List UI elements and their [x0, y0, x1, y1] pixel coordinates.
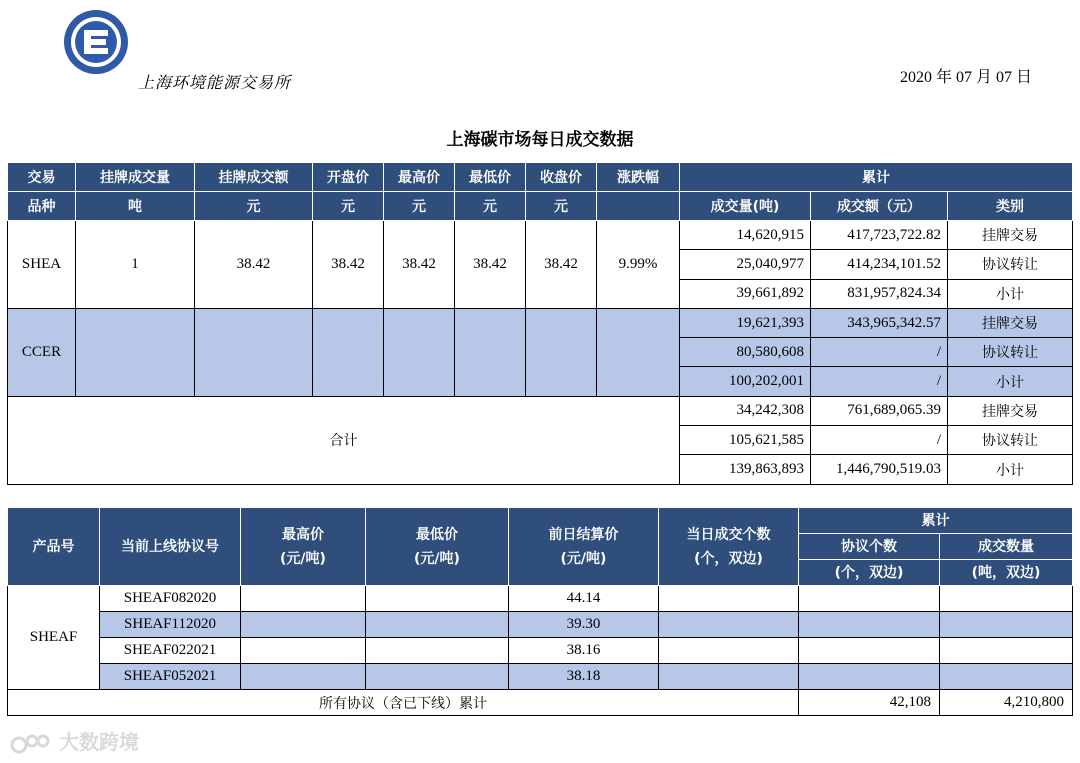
summary-qty: 4,210,800: [940, 690, 1073, 716]
col-sub-low: 元: [455, 192, 526, 221]
cum-amount: 831,957,824.34: [811, 279, 948, 308]
col-header-low: 最低价: [455, 163, 526, 192]
deal-count: [659, 638, 799, 664]
cum-amount: 343,965,342.57: [811, 308, 948, 337]
settle-price: 38.18: [509, 664, 659, 690]
cum-category: 小计: [948, 279, 1073, 308]
deal-count: [659, 612, 799, 638]
col-header-change: 涨跌幅: [597, 163, 680, 192]
cum-volume: 105,621,585: [680, 426, 811, 455]
cum-volume: 34,242,308: [680, 396, 811, 425]
col-header-settle-label: 前日结算价: [548, 526, 619, 543]
col-sub-cum-category: 类别: [948, 192, 1073, 221]
col-sub-listing-amount: 元: [195, 192, 313, 221]
deal-count: [659, 664, 799, 690]
table-row: [8, 638, 1073, 664]
listing-volume: 1: [76, 221, 195, 309]
col-header-high: [241, 508, 366, 586]
cum-volume: 39,661,892: [680, 279, 811, 308]
col-sub-cum-amount: 成交额（元）: [811, 192, 948, 221]
report-date: 2020 年 07 月 07 日: [900, 69, 1033, 86]
cum-category: 挂牌交易: [948, 221, 1073, 250]
table-row: [8, 396, 1073, 425]
cum-amount: /: [811, 426, 948, 455]
price-change: 9.99%: [597, 221, 680, 309]
cum-amount: 761,689,065.39: [811, 396, 948, 425]
col-sub-high: 元: [384, 192, 455, 221]
col-sub-close: 元: [526, 192, 597, 221]
forward-contract-table: [7, 507, 1073, 716]
col-header-open: 开盘价: [313, 163, 384, 192]
col-sub-listing-volume: 吨: [76, 192, 195, 221]
low-price: [366, 612, 509, 638]
daily-trading-table: [7, 162, 1073, 485]
cum-count: [799, 612, 940, 638]
cum-category: 协议转让: [948, 338, 1073, 367]
table-header-row: [8, 163, 1073, 192]
col-header-settle-unit: (元/吨): [560, 550, 607, 567]
cum-amount: 417,723,722.82: [811, 221, 948, 250]
cum-amount: 414,234,101.52: [811, 250, 948, 279]
summary-label: 所有协议（含已下线）累计: [8, 690, 799, 716]
col-sub-product: 品种: [8, 192, 76, 221]
total-label: 合计: [8, 396, 680, 484]
high-price: [241, 586, 366, 612]
cum-amount: /: [811, 338, 948, 367]
watermark-text: 大数跨境: [58, 730, 139, 754]
col-header-cum-count: 协议个数: [799, 534, 940, 560]
cum-count: [799, 586, 940, 612]
watermark-logo-icon: [10, 733, 52, 755]
product-code: SHEAF: [8, 586, 100, 690]
low-price: [366, 664, 509, 690]
table-subheader-row: [8, 192, 1073, 221]
cum-category: 小计: [948, 367, 1073, 396]
summary-count: 42,108: [799, 690, 940, 716]
col-header-cumulative: 累计: [799, 508, 1073, 534]
col-header-cum-qty-unit: (吨，双边): [940, 560, 1073, 586]
cum-category: 协议转让: [948, 250, 1073, 279]
table-row: [8, 612, 1073, 638]
low-price: [366, 586, 509, 612]
settle-price: 38.16: [509, 638, 659, 664]
price-change: [597, 308, 680, 396]
high-price: [384, 308, 455, 396]
contract-id: SHEAF022021: [100, 638, 241, 664]
cum-volume: 139,863,893: [680, 455, 811, 484]
summary-row: [8, 690, 1073, 716]
cum-volume: 25,040,977: [680, 250, 811, 279]
page-title: 上海碳市场每日成交数据: [446, 130, 634, 150]
org-name: 上海环境能源交易所: [138, 73, 292, 92]
watermark: [10, 726, 139, 755]
cum-qty: [940, 612, 1073, 638]
open-price: [313, 308, 384, 396]
close-price: [526, 308, 597, 396]
cum-qty: [940, 586, 1073, 612]
product-name: SHEA: [8, 221, 76, 309]
col-header-high: 最高价: [384, 163, 455, 192]
col-header-low: [366, 508, 509, 586]
product-name: CCER: [8, 308, 76, 396]
cum-count: [799, 664, 940, 690]
cum-volume: 14,620,915: [680, 221, 811, 250]
cum-category: 挂牌交易: [948, 308, 1073, 337]
col-header-listing-amount: 挂牌成交额: [195, 163, 313, 192]
listing-amount: [195, 308, 313, 396]
contract-id: SHEAF112020: [100, 612, 241, 638]
col-sub-change: [597, 192, 680, 221]
table-row: [8, 308, 1073, 337]
cum-category: 小计: [948, 455, 1073, 484]
col-header-high-label: 最高价: [282, 526, 324, 543]
col-header-settle: [509, 508, 659, 586]
contract-id: SHEAF082020: [100, 586, 241, 612]
col-header-product: 交易: [8, 163, 76, 192]
settle-price: 39.30: [509, 612, 659, 638]
contract-id: SHEAF052021: [100, 664, 241, 690]
high-price: [241, 612, 366, 638]
col-header-product-code: 产品号: [8, 508, 100, 586]
cum-qty: [940, 638, 1073, 664]
cum-volume: 100,202,001: [680, 367, 811, 396]
cum-amount: 1,446,790,519.03: [811, 455, 948, 484]
table-row: [8, 221, 1073, 250]
col-header-deals: [659, 508, 799, 586]
col-header-deals-label: 当日成交个数: [686, 526, 771, 543]
cum-amount: /: [811, 367, 948, 396]
col-header-high-unit: (元/吨): [280, 550, 326, 567]
listing-volume: [76, 308, 195, 396]
close-price: 38.42: [526, 221, 597, 309]
col-header-low-label: 最低价: [416, 526, 458, 543]
col-header-contract: 当前上线协议号: [100, 508, 241, 586]
cum-qty: [940, 664, 1073, 690]
table-header-row: [8, 508, 1073, 534]
col-header-cum-count-unit: (个，双边): [799, 560, 940, 586]
col-header-cum-qty: 成交数量: [940, 534, 1073, 560]
col-header-low-unit: (元/吨): [414, 550, 460, 567]
exchange-emblem-icon: [62, 8, 130, 76]
cum-category: 协议转让: [948, 426, 1073, 455]
table-row: [8, 664, 1073, 690]
table-row: [8, 586, 1073, 612]
low-price: [455, 308, 526, 396]
low-price: 38.42: [455, 221, 526, 309]
col-header-cumulative: 累计: [680, 163, 1073, 192]
col-header-listing-volume: 挂牌成交量: [76, 163, 195, 192]
cum-category: 挂牌交易: [948, 396, 1073, 425]
high-price: [241, 664, 366, 690]
col-sub-open: 元: [313, 192, 384, 221]
settle-price: 44.14: [509, 586, 659, 612]
col-header-deals-unit: (个，双边): [694, 550, 763, 567]
cum-volume: 80,580,608: [680, 338, 811, 367]
high-price: [241, 638, 366, 664]
cum-count: [799, 638, 940, 664]
low-price: [366, 638, 509, 664]
cum-volume: 19,621,393: [680, 308, 811, 337]
listing-amount: 38.42: [195, 221, 313, 309]
open-price: 38.42: [313, 221, 384, 309]
high-price: 38.42: [384, 221, 455, 309]
col-header-close: 收盘价: [526, 163, 597, 192]
col-sub-cum-volume: 成交量(吨): [680, 192, 811, 221]
deal-count: [659, 586, 799, 612]
exchange-logo: [58, 8, 292, 98]
